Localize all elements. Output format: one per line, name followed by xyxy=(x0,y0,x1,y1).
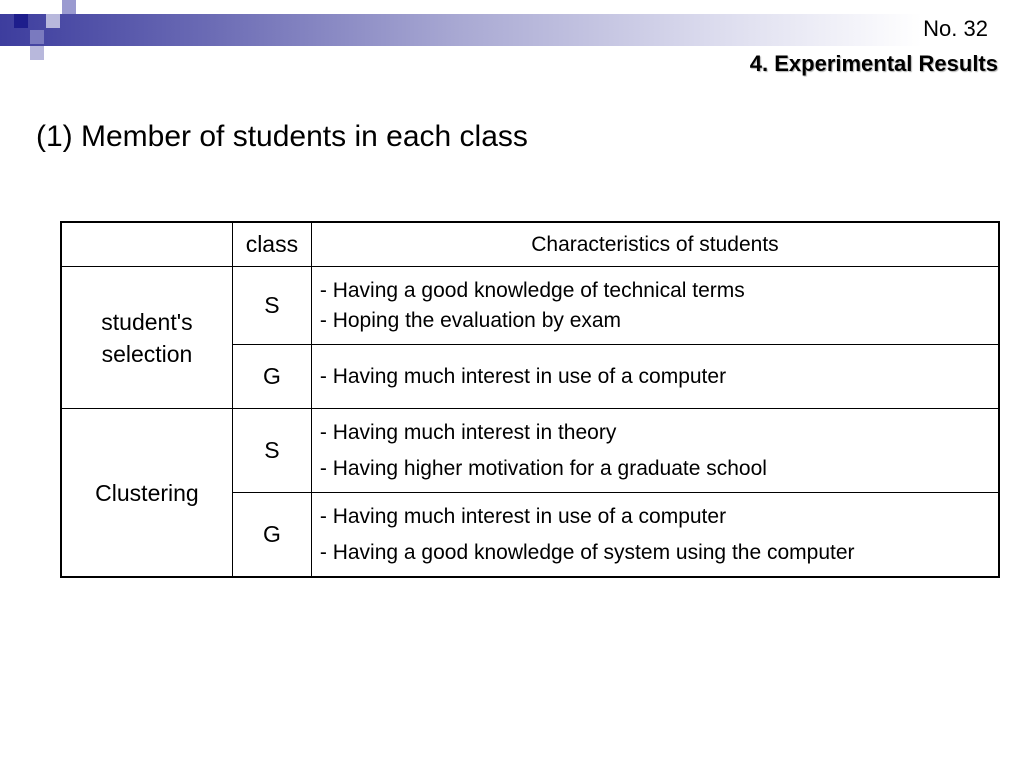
characteristics-cell xyxy=(311,345,999,409)
section-title: 4. Experimental Results xyxy=(749,51,998,76)
characteristics-cell xyxy=(311,493,999,578)
characteristics-cell xyxy=(311,409,999,493)
slide-number: No. 32 xyxy=(923,16,988,41)
decor-square-dark xyxy=(14,14,28,28)
characteristic-line: - Having higher motivation for a graduate school xyxy=(319,456,767,480)
characteristic-line: - Having much interest in theory xyxy=(319,420,617,444)
title-banner xyxy=(0,14,1024,46)
characteristic-line: - Hoping the evaluation by exam xyxy=(319,308,622,332)
table-header-row xyxy=(61,222,999,267)
characteristics-cell xyxy=(311,267,999,345)
characteristic-line: - Having a good knowledge of system using the computer xyxy=(319,540,855,564)
decor-square-light xyxy=(46,14,60,28)
header-cell-class: class xyxy=(232,222,311,267)
group-label-line: selection xyxy=(101,340,193,367)
table-row xyxy=(61,267,999,345)
decor-square-medium-2 xyxy=(62,0,76,14)
class-cell: S xyxy=(232,267,311,345)
decor-square-light-2 xyxy=(30,46,44,60)
class-cell: G xyxy=(232,493,311,578)
characteristic-line: - Having much interest in use of a computer xyxy=(319,364,727,388)
group-label-line: student's xyxy=(101,308,193,335)
decor-square-medium xyxy=(30,30,44,44)
header-cell-characteristics: Characteristics of students xyxy=(311,222,999,267)
class-cell: S xyxy=(232,409,311,493)
header-cell-empty xyxy=(61,222,232,267)
table-row xyxy=(61,409,999,493)
group-label-clustering xyxy=(61,409,232,578)
student-class-table xyxy=(60,221,1000,578)
characteristic-line: - Having much interest in use of a computer xyxy=(319,504,727,528)
group-label-line: Clustering xyxy=(95,479,199,506)
page-heading: (1) Member of students in each class xyxy=(36,120,528,153)
group-label-students-selection xyxy=(61,267,232,409)
class-cell: G xyxy=(232,345,311,409)
characteristic-line: - Having a good knowledge of technical terms xyxy=(319,278,745,302)
